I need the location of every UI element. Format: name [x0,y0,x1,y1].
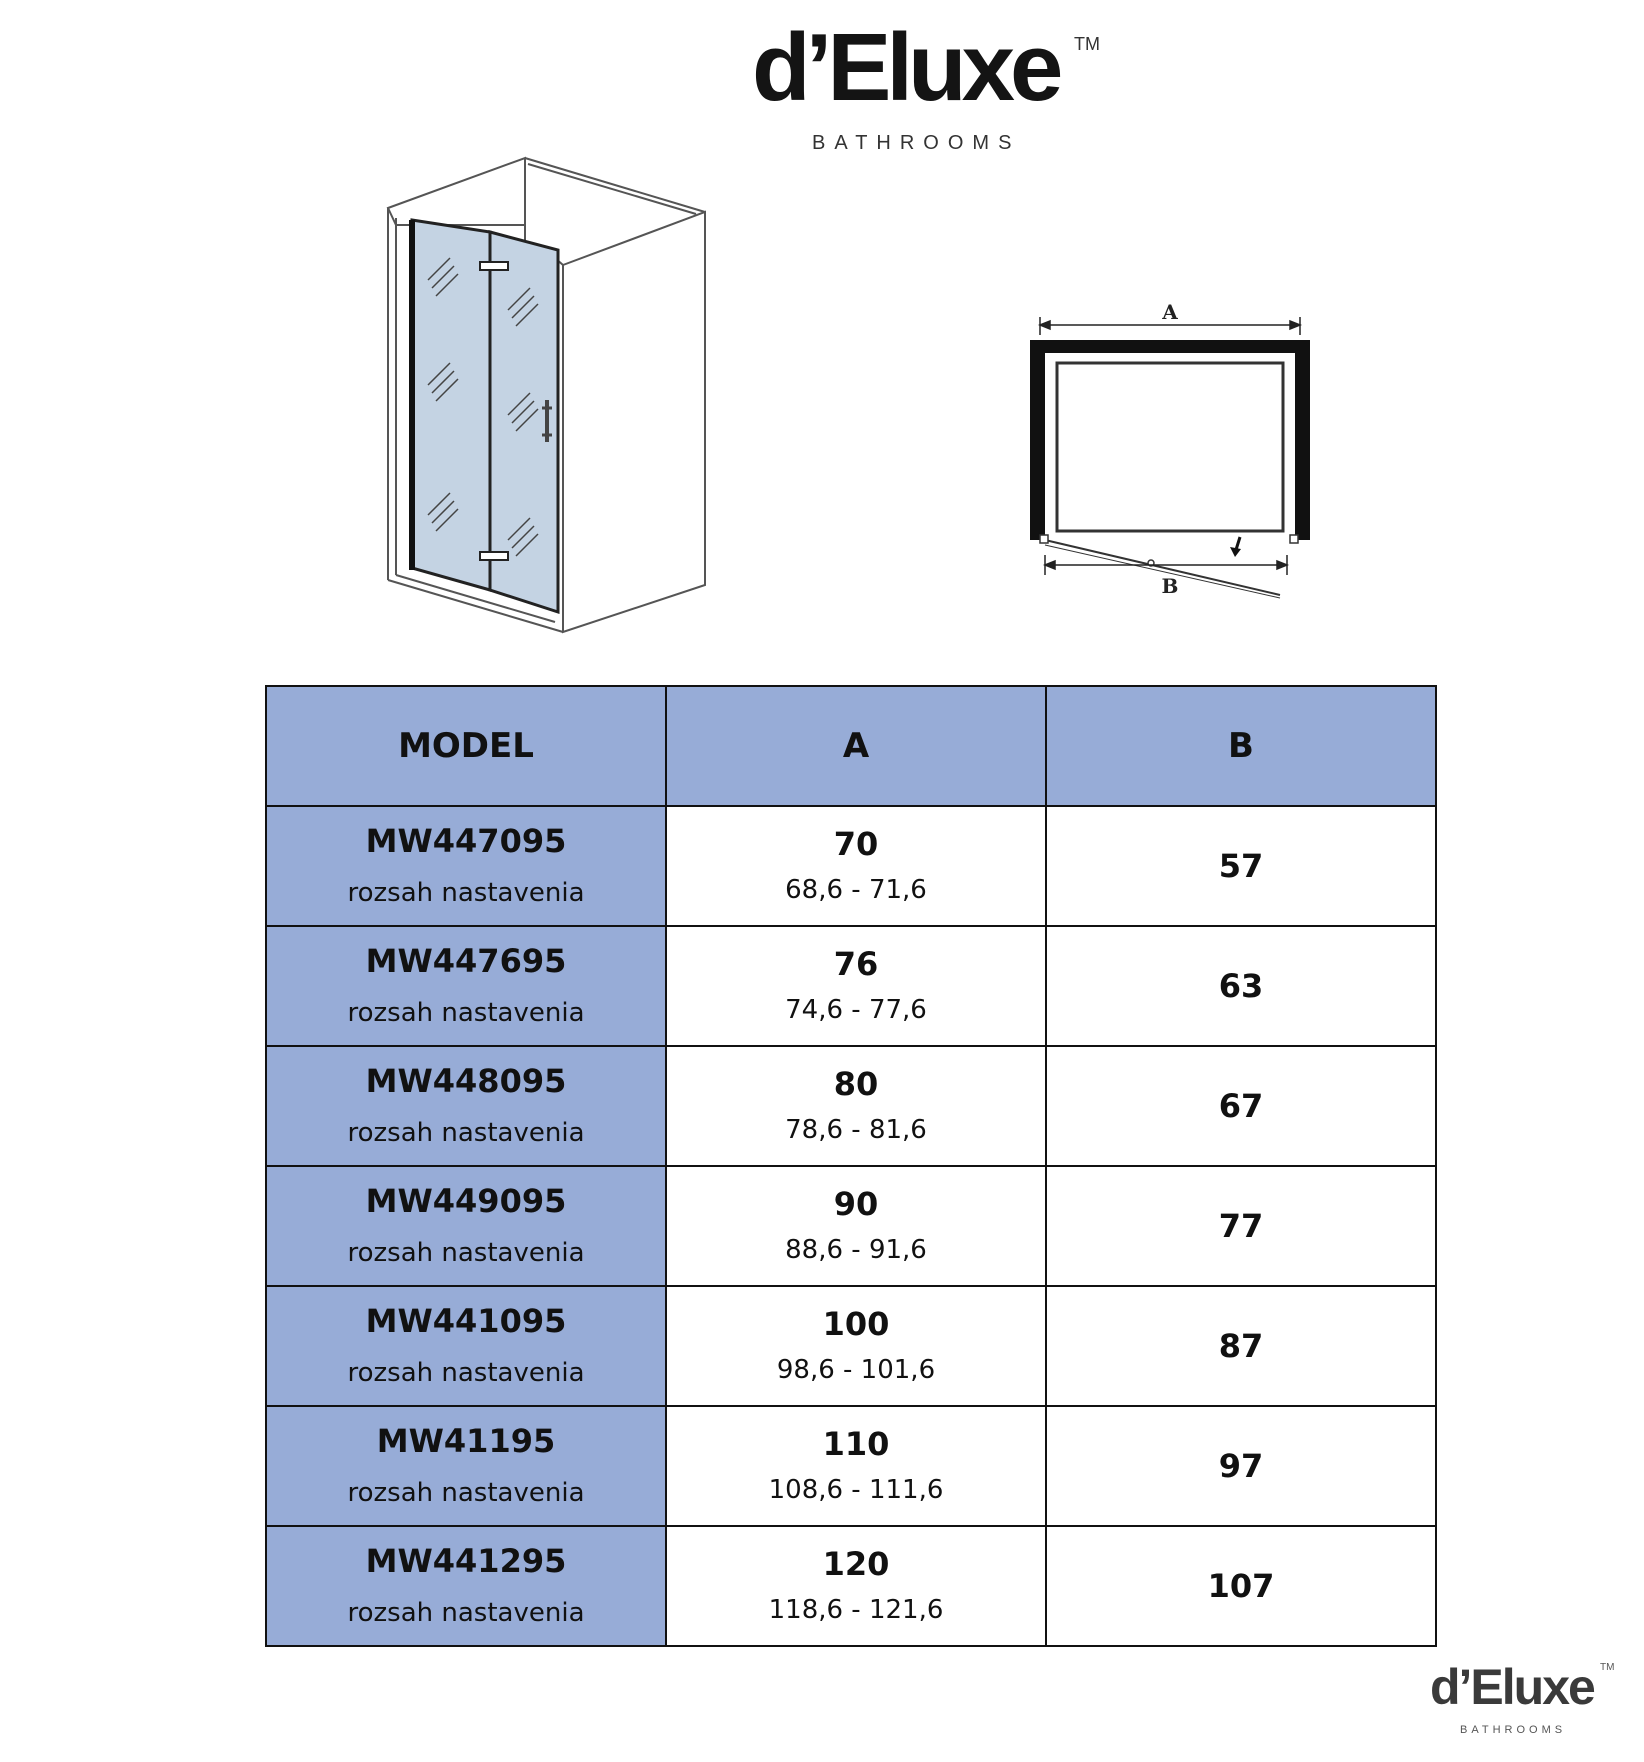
a-range: 88,6 - 91,6 [785,1235,927,1266]
table-header-row [266,686,1436,806]
dimensions-table [265,685,1437,1647]
a-range: 78,6 - 81,6 [785,1115,927,1146]
adjustment-range-label: rozsah nastavenia [347,1358,585,1389]
b-value: 77 [1218,1207,1264,1245]
header-model: MODEL [266,686,666,806]
model-code: MW449095 [365,1182,567,1221]
model-code: MW448095 [365,1062,567,1101]
model-code: MW447095 [365,822,567,861]
a-value: 80 [833,1065,879,1104]
model-cell [266,1166,666,1286]
table-row [266,1166,1436,1286]
b-cell [1046,1166,1436,1286]
b-value: 57 [1218,847,1264,885]
b-value: 97 [1218,1447,1264,1485]
adjustment-range-label: rozsah nastavenia [347,1598,585,1629]
dimension-b-label: B [1161,574,1179,598]
shower-door-perspective-drawing [370,150,720,650]
b-value: 63 [1218,967,1264,1005]
b-cell [1046,1286,1436,1406]
a-value: 90 [833,1185,879,1224]
brand-trademark: TM [1074,34,1100,54]
model-code: MW41195 [376,1422,556,1461]
model-code: MW441295 [365,1542,567,1581]
adjustment-range-label: rozsah nastavenia [347,878,585,909]
model-code: MW447695 [365,942,567,981]
b-value: 67 [1218,1087,1264,1125]
adjustment-range-label: rozsah nastavenia [347,1478,585,1509]
a-cell [666,806,1046,926]
a-value: 120 [822,1545,890,1584]
a-cell [666,926,1046,1046]
b-value: 107 [1207,1567,1275,1605]
table-row [266,1286,1436,1406]
b-cell [1046,806,1436,926]
brand-subtitle: BATHROOMS [1460,1724,1567,1736]
b-cell [1046,1406,1436,1526]
a-cell [666,1166,1046,1286]
model-cell [266,1406,666,1526]
model-cell [266,1046,666,1166]
model-cell [266,1286,666,1406]
a-cell [666,1046,1046,1166]
table-row [266,806,1436,926]
b-cell [1046,1526,1436,1646]
plan-view-dimension-diagram [1025,295,1335,615]
a-value: 110 [822,1425,890,1464]
a-value: 76 [833,945,879,984]
header-b: B [1046,686,1436,806]
brand-logo-bottom [1420,1659,1630,1752]
adjustment-range-label: rozsah nastavenia [347,1238,585,1269]
brand-trademark: TM [1600,1662,1615,1673]
b-value: 87 [1218,1327,1264,1365]
header-a: A [666,686,1046,806]
a-cell [666,1286,1046,1406]
adjustment-range-label: rozsah nastavenia [347,1118,585,1149]
table-row [266,926,1436,1046]
a-range: 74,6 - 77,6 [785,995,927,1026]
adjustment-range-label: rozsah nastavenia [347,998,585,1029]
model-cell [266,1526,666,1646]
model-code: MW441095 [365,1302,567,1341]
a-cell [666,1526,1046,1646]
brand-name: d’Eluxe [752,14,1059,121]
model-cell [266,926,666,1046]
a-range: 118,6 - 121,6 [768,1595,944,1626]
table-row [266,1406,1436,1526]
brand-logo-top [740,14,1120,160]
table-row [266,1526,1436,1646]
a-range: 108,6 - 111,6 [768,1475,944,1506]
a-value: 100 [822,1305,890,1344]
brand-name: d’Eluxe [1430,1659,1594,1715]
table-row [266,1046,1436,1166]
a-value: 70 [833,825,879,864]
b-cell [1046,1046,1436,1166]
a-range: 98,6 - 101,6 [776,1355,936,1386]
a-cell [666,1406,1046,1526]
b-cell [1046,926,1436,1046]
a-range: 68,6 - 71,6 [785,875,927,906]
brand-subtitle: BATHROOMS [812,132,1021,154]
model-cell [266,806,666,926]
dimension-a-label: A [1162,300,1178,324]
